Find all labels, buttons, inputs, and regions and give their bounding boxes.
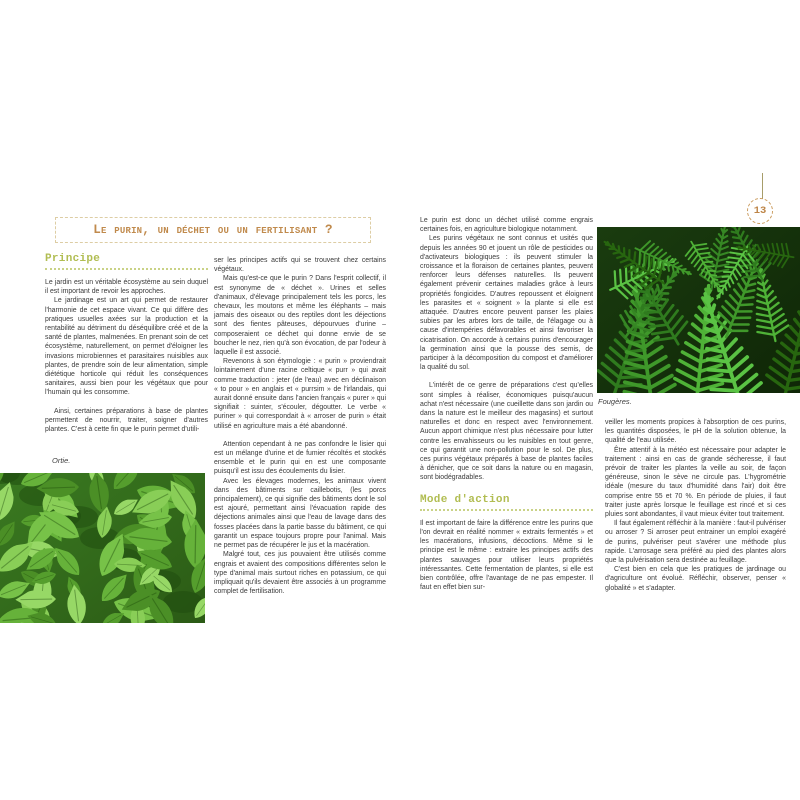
column3-top-text [420,216,593,483]
fern-photo [597,227,800,393]
body-paragraph: Il faut également réfléchir à la manière : faut-il pulvériser ou arroser ? Si arroser peut entrainer un emploi exagéré de purins, pulvériser peut s'avérer une méthode plus rapide. L'arrosage sera préféré au pied des plantes alors que la pulvérisation sera destinée au feuillage. [605,520,786,565]
body-paragraph: Avec les élevages modernes, les animaux vivent dans des bâtiments sur caillebotis, (les porcs principalement), ce qui signifie des bâtiments dont le sol est ajouré, permettant ainsi l'évacuation rapide des déjections animales ainsi que l'eau de lavage dans des fosses placées dans la partie basse du bâtiment, ce qui garantit un espace toujours propre pour l'animal. Mais ne permet pas de récupérer le jus et la macération. [214,477,386,550]
nettle-photo [0,473,205,623]
body-paragraph: Le purin est donc un déchet utilisé comme engrais certaines fois, en agriculture biologique notamment. [420,217,593,234]
nettle-photo-caption: Ortie. [52,456,71,465]
column1-text [45,278,208,434]
body-paragraph: Ainsi, certaines préparations à base de plantes permettent de nourrir, traiter, soigner d'autres plantes. C'est à cette fin que le purin permet d'utili- [45,407,208,434]
right-page-column-1 [420,216,593,592]
section-heading-mode-daction: Mode d'action [420,494,593,511]
body-paragraph: Malgré tout, ces jus pouvaient être utilisés comme engrais et avaient des compositions différentes selon le type d'animal mais surtout riches en potassium, ce qui impliquait qu'ils devaient être associés à un programme complet de fertilisation. [214,551,386,596]
chapter-title-box [55,217,371,243]
column2-text [214,256,386,596]
body-paragraph: Le jardin est un véritable écosystème au sein duquel il est important de revoir les approches. [45,279,208,296]
body-paragraph: Le jardinage est un art qui permet de restaurer l'harmonie de cet espace vivant. Ce qui diffère des pratiques usuelles axées sur la production et la rentabilité au détriment du déséquilibre créé et de la santé de plantes, malmenées. En prenant soin de cet écosystème, naturellement, on permet d'éloigner les invasions microbiennes et parasitaires nuisibles aux plantes, de prendre soin de leur alimentation, simple diététique horticole qui réduit les conséquences sanitaires, aussi bien pour les végétaux que pour l'humain qui les consomme. [45,297,208,397]
body-paragraph: veiller les moments propices à l'absorption de ces purins, les quantités disposées, le pH de la solution obtenue, la qualité de l'eau utilisée. [605,419,786,445]
body-paragraph: L'intérêt de ce genre de préparations c'est qu'elles sont simples à réaliser, économiques puisqu'aucun achat n'est nécessaire (une cueillette dans son jardin ou dans la nature est le meilleur des magasins) et surtout naturelles et donc en respect avec l'environnement. Aucun apport chimique n'est plus nécessaire pour lutter contre les envahisseurs ou les nuisibles en tout genre, ce qui garantit une non-pollution pour le sol. De plus, ces purins végétaux préparés à base de plantes faciles à dénicher, que ce soit dans la nature ou en magasin, sont biodégradables. [420,382,593,482]
body-paragraph: Revenons à son étymologie : « purin » proviendrait lointainement d'une racine celtique « purr » qui avait comme traduction : jeter (de l'eau) avec en déclinaison « to pour » en anglais et « purrsim » de l'irlandais, qui aurait donné ensuite dans l'ancien français « purer » qui signifiait : suinter, s'écouler, dégoutter. Le verbe « puriner » qui correspondait à « arroser de purin » était utilisé en agriculture mais a été abandonné. [214,358,386,430]
fern-photo-caption: Fougères. [598,397,632,406]
body-paragraph: Les purins végétaux ne sont connus et usités que depuis les années 90 et jouent un rôle de pesticides ou d'activateurs biologiques : ils peuvent stimuler la croissance et la floraison de certaines plantes, peuvent renforcer leurs défenses naturelles. Ils peuvent également prévenir certaines maladies grâce à leurs propriétés fongicides. D'autres repoussent et éloignent les parasites et « soignent » la plante si elle est attaquée. D'autres encore peuvent panser les plaies subies par les arbres lors de taille, de l'élagage ou à cause d'intempéries défavorables et ainsi favoriser la cicatrisation. On accorde à certains purins d'encourager la germination ainsi que la pousse des semis, de participer à la décomposition du compost et d'améliorer la qualité du sol. [420,235,593,372]
body-paragraph: Il est important de faire la différence entre les purins que l'on devrait en réalité nommer « extraits fermentés » et les macérations, infusions, décoctions. Même si le principe est le même : extraire les principes actifs des plantes sauvages pour utiliser leurs propriétés intéressantes. Cette fermentation de plantes, si elle est bien contrôlée, offre l'avantage de ne pas empester. Il faut en effet bien sur- [420,519,593,592]
column3-bottom-text [420,519,593,593]
left-page-column-2 [214,256,386,596]
body-paragraph: ser les principes actifs qui se trouvent chez certains végétaux. [214,257,386,274]
body-paragraph: Mais qu'est-ce que le purin ? Dans l'esprit collectif, il est synonyme de « déchet ». Urines et selles d'animaux, d'élevage principalement tels les porcs, les chevaux, les moutons et même les éléphants – mais jamais des oiseaux ou des reptiles dont les déjections sont des fientes pâteuses, dépourvues d'urine – composeraient ce déchet qui donne envie de se boucher le nez, rien qu'à son évocation, de par l'odeur à laquelle il est associé. [214,275,386,357]
page-number-badge [747,198,773,224]
right-page-column-2 [605,418,786,593]
page-number-line [762,173,763,199]
section-heading-principe: Principe [45,253,208,270]
body-paragraph: Être attentif à la météo est nécessaire pour adapter le traitement : ainsi en cas de grande sécheresse, il faut prévoir de traiter les plantes la veille au soir, de façon généreuse, sinon le sève ne circule pas. L'hygrométrie idéale (mesure du taux d'humidité dans l'air) doit être comprise entre 55 et 70 %. En période de pluies, il faut traiter juste après lorsque le feuillage est rincé et si ces pluies sont abondantes, il vaut mieux éviter tout traitement. [605,446,786,519]
left-page-column-1 [45,253,208,434]
chapter-title: Le purin, un déchet ou un fertilisant ? [93,223,333,237]
body-paragraph: C'est bien en cela que les pratiques de jardinage ou d'agriculture ont évolué. Réfléchir, observer, penser « globalité » et s'adapter. [605,566,786,592]
body-paragraph: Attention cependant à ne pas confondre le lisier qui est un mélange d'urine et de fumier récoltés et stockés ensemble et le purin qui en est une composante puisqu'il est issu des écoulements du lisier. [214,440,386,476]
column4-text [605,418,786,593]
page-number: 13 [753,205,767,217]
